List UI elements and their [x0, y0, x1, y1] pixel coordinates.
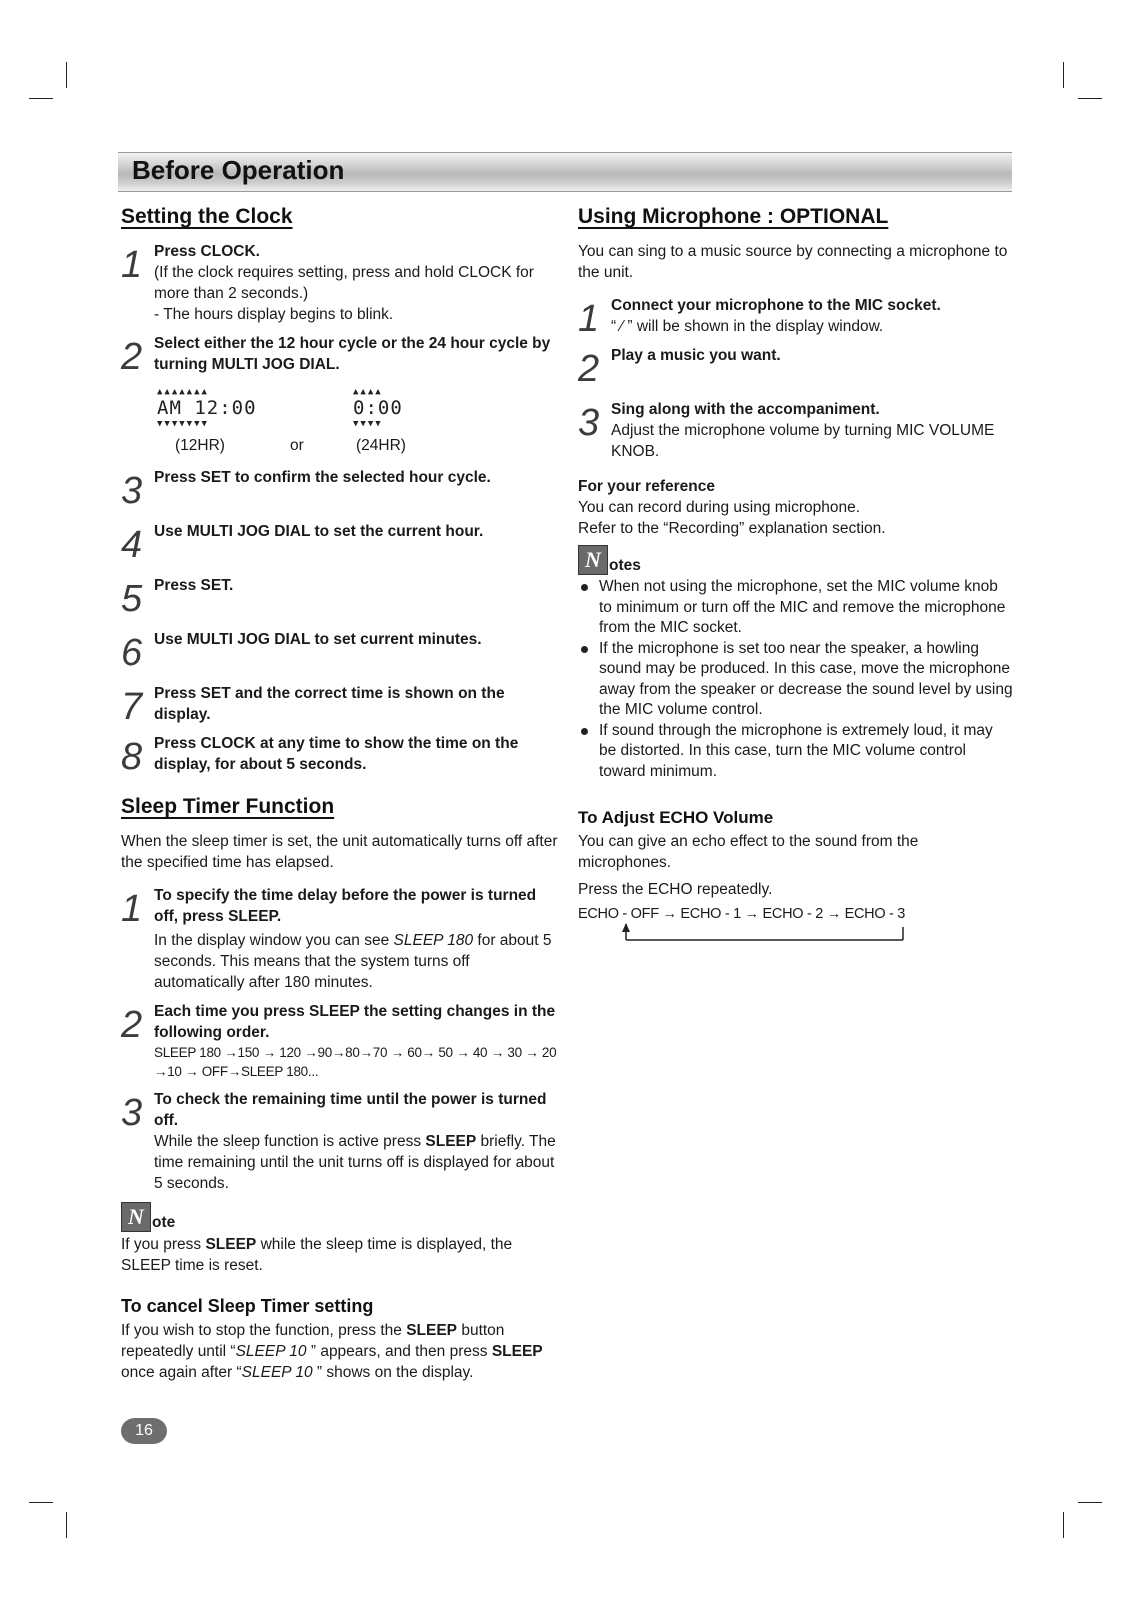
step-title: Sing along with the accompaniment. — [611, 401, 880, 418]
reference-title: For your reference — [578, 478, 715, 495]
echo-loop-arrow — [578, 922, 918, 946]
clock-step-1 — [121, 241, 561, 325]
right-column — [578, 205, 1014, 946]
clock-step-8 — [121, 733, 561, 778]
step-number: 6 — [121, 632, 143, 674]
mic-section-title: Using Microphone : OPTIONAL — [578, 205, 889, 228]
echo-intro: You can give an echo effect to the sound from the microphones. — [578, 833, 919, 871]
label-or: or — [290, 437, 304, 454]
clock-step-2 — [121, 333, 561, 378]
notes-label: otes — [609, 557, 641, 574]
list-item: If the microphone is set too near the speaker, a howling sound may be produced. In this case, move the microphone away from the speaker or decrease the sound level by using the MIC volume control. — [578, 639, 1014, 721]
left-column — [121, 205, 561, 1383]
sleep-intro: When the sleep timer is set, the unit automatically turns off after the specified time has elapsed. — [121, 833, 558, 871]
cancel-sleep-title: To cancel Sleep Timer setting — [121, 1296, 374, 1316]
step-number: 1 — [578, 298, 600, 340]
crop-mark — [1078, 98, 1102, 99]
note-label: ote — [152, 1214, 176, 1231]
step-body: While the sleep function is active press SLEEP briefly. The time remaining until the unit turns off is displayed for about 5 seconds. — [154, 1133, 556, 1192]
step-body: “ ⁄ ” will be shown in the display window. — [611, 318, 884, 335]
step-number: 3 — [121, 1092, 143, 1134]
blink-icon: ▼▼▼▼▼▼▼ — [157, 419, 209, 429]
step-number: 1 — [121, 244, 143, 286]
cancel-sleep-text: If you wish to stop the function, press the SLEEP button repeatedly until “SLEEP 10 ” appears, and then press SLEEP once again after “SLEEP 10 ” shows on the display. — [121, 1322, 543, 1381]
mic-step-1 — [578, 295, 1014, 340]
echo-press: Press the ECHO repeatedly. — [578, 881, 773, 898]
step-title: Press CLOCK at any time to show the time on the display, for about 5 seconds. — [154, 735, 519, 773]
step-body-extra: - The hours display begins to blink. — [154, 306, 394, 323]
step-title: To check the remaining time until the power is turned off. — [154, 1091, 547, 1129]
list-item: If sound through the microphone is extremely loud, it may be distorted. In this case, turn the MIC volume control toward minimum. — [578, 721, 1014, 783]
sleep-sequence: SLEEP 180 →150 → 120 →90→80→70 → 60→ 50 → 40 → 30 → 20 →10 → OFF→SLEEP 180... — [154, 1045, 557, 1079]
mic-step-3 — [578, 399, 1014, 462]
step-number: 5 — [121, 578, 143, 620]
lcd-24hr-text: 0:00 — [353, 397, 403, 419]
sleep-step-1 — [121, 885, 561, 993]
step-number: 1 — [121, 888, 143, 930]
lcd-24hr — [353, 387, 403, 429]
step-number: 3 — [121, 470, 143, 512]
step-title: Each time you press SLEEP the setting changes in the following order. — [154, 1003, 556, 1041]
label-12hr: (12HR) — [175, 437, 225, 454]
crop-mark — [29, 98, 53, 99]
blink-icon: ▲▲▲▲▲▲▲ — [157, 387, 209, 397]
clock-section-title: Setting the Clock — [121, 205, 293, 228]
mic-notes-heading — [578, 545, 1014, 575]
clock-step-7 — [121, 683, 561, 728]
crop-mark — [1078, 1502, 1102, 1503]
clock-step-5 — [121, 575, 561, 621]
crop-mark — [66, 1512, 67, 1538]
crop-mark — [29, 1502, 53, 1503]
sleep-step-3 — [121, 1089, 561, 1194]
step-number: 7 — [121, 686, 143, 728]
step-title: Use MULTI JOG DIAL to set current minutes. — [154, 631, 482, 648]
mic-intro: You can sing to a music source by connecting a microphone to the unit. — [578, 243, 1008, 281]
note-icon: N — [578, 545, 608, 575]
step-body: (If the clock requires setting, press and hold CLOCK for more than 2 seconds.) — [154, 264, 534, 302]
echo-sequence: ECHO - OFF → ECHO - 1 → ECHO - 2 → ECHO - 3 — [578, 906, 906, 922]
clock-display-illustration — [121, 383, 561, 461]
mic-step-2 — [578, 345, 1014, 391]
blink-icon: ▲▲▲▲ — [353, 387, 383, 397]
step-title: Press SET and the correct time is shown on the display. — [154, 685, 505, 723]
step-number: 2 — [121, 1004, 143, 1046]
sleep-note-text: If you press SLEEP while the sleep time is displayed, the SLEEP time is reset. — [121, 1236, 513, 1274]
crop-mark — [1063, 62, 1064, 88]
page-title: Before Operation — [132, 155, 345, 185]
step-number: 3 — [578, 402, 600, 444]
reference-line: You can record during using microphone. — [578, 499, 861, 516]
step-title: Select either the 12 hour cycle or the 24 hour cycle by turning MULTI JOG DIAL. — [154, 335, 551, 373]
section-header-bar — [118, 152, 1012, 192]
clock-step-4 — [121, 521, 561, 567]
list-item: When not using the microphone, set the MIC volume knob to minimum or turn off the MIC and remove the microphone from the MIC socket. — [578, 577, 1014, 639]
page-number-badge: 16 — [121, 1418, 167, 1444]
blink-icon: ▼▼▼▼ — [353, 419, 383, 429]
step-title: Press SET. — [154, 577, 234, 594]
reference-line: Refer to the “Recording” explanation section. — [578, 520, 886, 537]
lcd-12hr — [157, 387, 257, 429]
step-number: 4 — [121, 524, 143, 566]
sleep-note-heading — [121, 1202, 561, 1232]
label-24hr: (24HR) — [356, 437, 406, 454]
step-number: 2 — [578, 348, 600, 390]
step-title: To specify the time delay before the power is turned off, press SLEEP. — [154, 887, 537, 925]
crop-mark — [1063, 1512, 1064, 1538]
step-number: 2 — [121, 336, 143, 378]
step-title: Connect your microphone to the MIC socket. — [611, 297, 941, 314]
crop-mark — [66, 62, 67, 88]
step-title: Play a music you want. — [611, 347, 781, 364]
mic-notes-list — [578, 577, 1014, 782]
step-body: Adjust the microphone volume by turning MIC VOLUME KNOB. — [611, 422, 995, 460]
sleep-step-2 — [121, 1001, 561, 1081]
step-title: Use MULTI JOG DIAL to set the current hour. — [154, 523, 484, 540]
step-number: 8 — [121, 736, 143, 778]
sleep-section-title: Sleep Timer Function — [121, 795, 335, 818]
loop-arrow-icon — [578, 922, 918, 946]
note-icon: N — [121, 1202, 151, 1232]
clock-step-3 — [121, 467, 561, 513]
step-title: Press CLOCK. — [154, 243, 260, 260]
step-body: In the display window you can see SLEEP 180 for about 5 seconds. This means that the system turns off automatically after 180 minutes. — [154, 932, 552, 991]
clock-step-6 — [121, 629, 561, 675]
lcd-12hr-text: AM 12:00 — [157, 397, 257, 419]
step-title: Press SET to confirm the selected hour cycle. — [154, 469, 491, 486]
echo-title: To Adjust ECHO Volume — [578, 808, 774, 827]
